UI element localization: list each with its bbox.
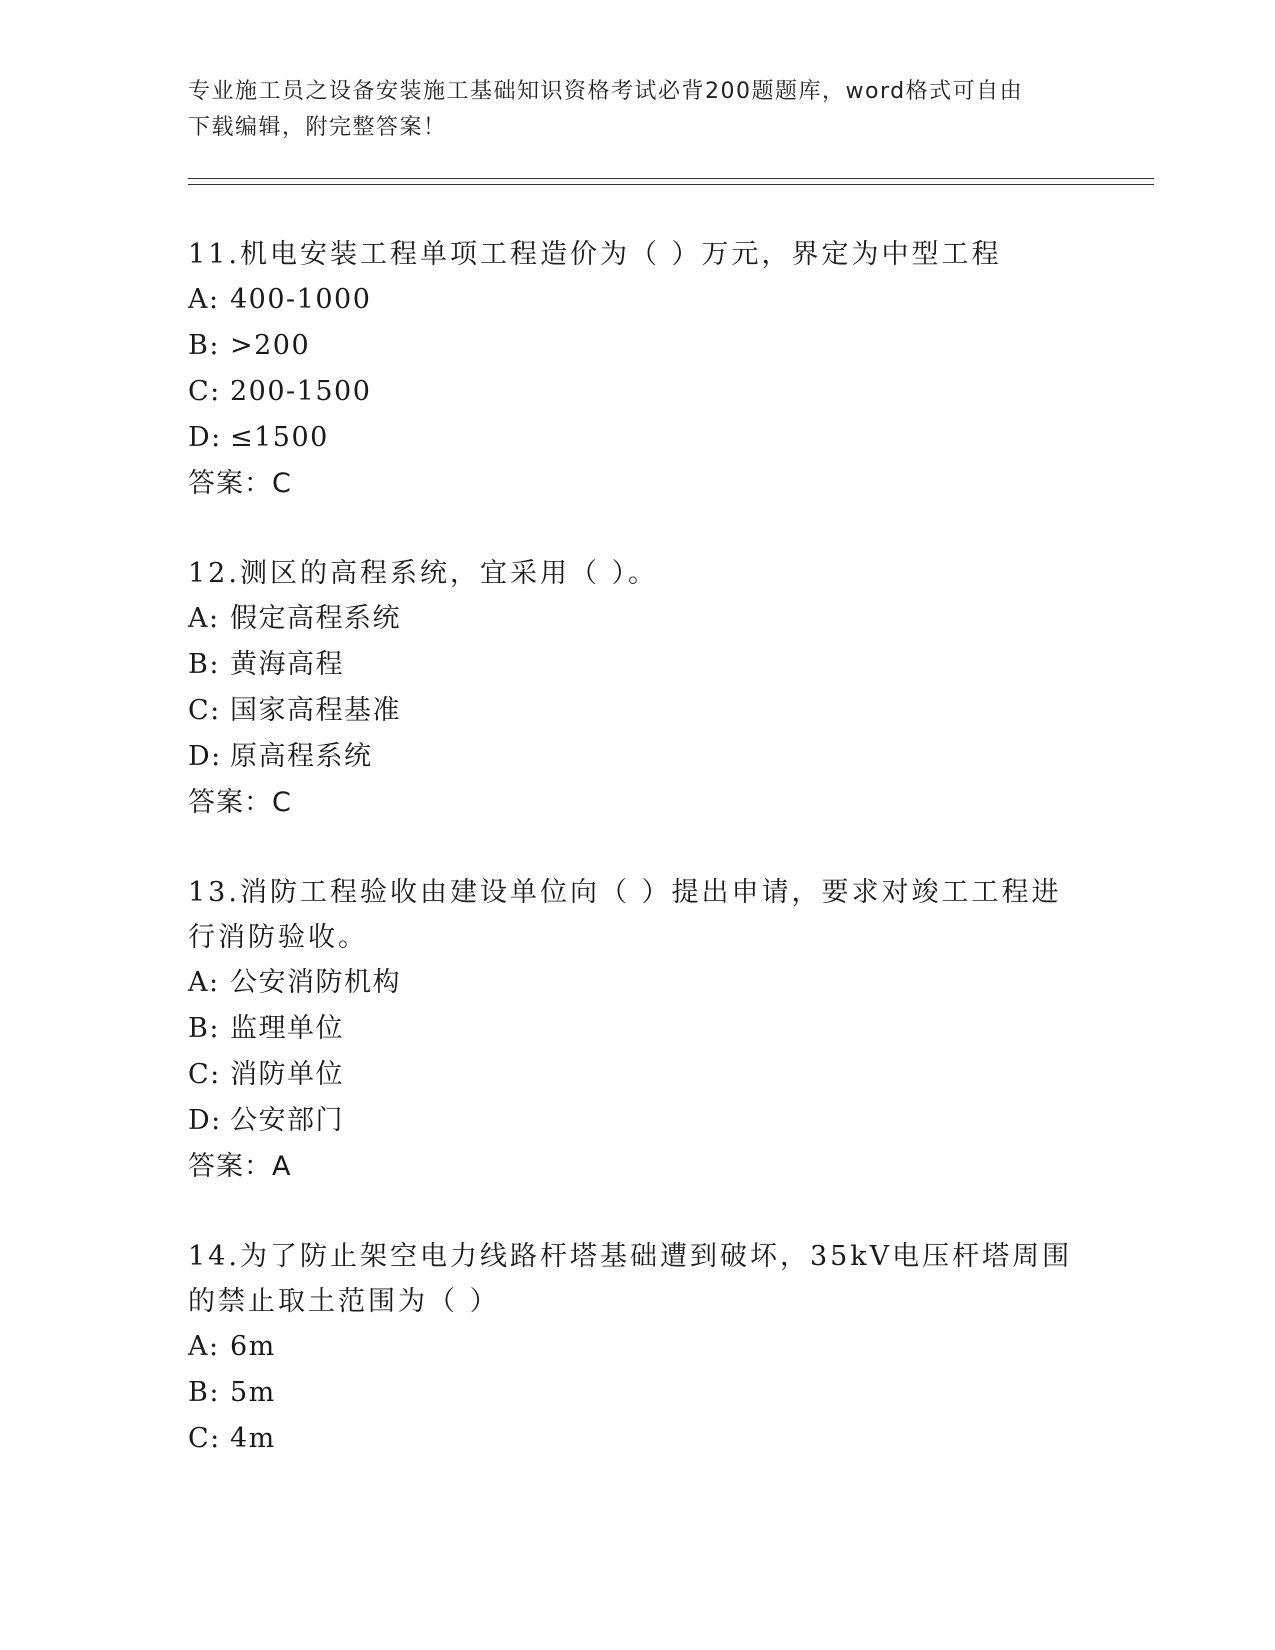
option-text: 公安部门 xyxy=(230,1105,344,1136)
option-key: B: xyxy=(188,1013,220,1044)
question-12 xyxy=(188,551,1088,826)
header-line-2: 下载编辑，附完整答案！ xyxy=(188,115,447,140)
option-key: D: xyxy=(188,741,222,772)
option-key: B: xyxy=(188,1377,220,1408)
option-c xyxy=(188,1052,1088,1098)
option-d xyxy=(188,1098,1088,1144)
option-key: A: xyxy=(188,1331,220,1362)
answer-line: 答案：A xyxy=(188,1151,292,1182)
option-text: 假定高程系统 xyxy=(230,603,401,634)
option-a xyxy=(188,1324,1088,1370)
option-text: 5m xyxy=(230,1377,276,1408)
question-stem: 12.测区的高程系统，宜采用（ ）。 xyxy=(188,558,659,589)
answer-line: 答案：C xyxy=(188,787,292,818)
header-line-1: 专业施工员之设备安装施工基础知识资格考试必背200题题库，word格式可自由 xyxy=(188,79,1024,104)
option-b xyxy=(188,1370,1088,1416)
question-11 xyxy=(188,232,1088,507)
option-key: B: xyxy=(188,330,220,361)
option-key: D: xyxy=(188,422,222,453)
option-text: >200 xyxy=(230,330,311,361)
option-key: D: xyxy=(188,1105,222,1136)
option-a xyxy=(188,277,1088,323)
option-key: C: xyxy=(188,376,221,407)
question-stem: 11.机电安装工程单项工程造价为（ ）万元，界定为中型工程 xyxy=(188,239,1002,270)
option-d xyxy=(188,415,1088,461)
option-text: 黄海高程 xyxy=(230,649,344,680)
option-text: 公安消防机构 xyxy=(230,967,401,998)
option-b xyxy=(188,642,1088,688)
option-key: A: xyxy=(188,284,220,315)
option-text: 消防单位 xyxy=(230,1059,344,1090)
question-13 xyxy=(188,870,1088,1190)
option-a xyxy=(188,960,1088,1006)
option-b xyxy=(188,323,1088,369)
document-header xyxy=(188,74,1078,146)
option-key: C: xyxy=(188,1059,221,1090)
header-divider-top xyxy=(188,178,1154,179)
question-stem: 13.消防工程验收由建设单位向（ ）提出申请，要求对竣工工程进行消防验收。 xyxy=(188,877,1062,953)
question-list xyxy=(188,232,1088,1462)
option-c xyxy=(188,369,1088,415)
option-key: B: xyxy=(188,649,220,680)
option-c xyxy=(188,1416,1088,1462)
option-key: C: xyxy=(188,695,221,726)
option-key: C: xyxy=(188,1423,221,1454)
answer-line: 答案：C xyxy=(188,468,292,499)
question-14 xyxy=(188,1234,1088,1462)
option-c xyxy=(188,688,1088,734)
option-b xyxy=(188,1006,1088,1052)
question-stem: 14.为了防止架空电力线路杆塔基础遭到破坏，35kV电压杆塔周围的禁止取土范围为（ ） xyxy=(188,1241,1073,1317)
option-text: 原高程系统 xyxy=(230,741,373,772)
option-key: A: xyxy=(188,603,220,634)
option-text: 200-1500 xyxy=(230,376,372,407)
header-divider-bottom xyxy=(188,184,1154,185)
option-text: 监理单位 xyxy=(230,1013,344,1044)
option-d xyxy=(188,734,1088,780)
option-a xyxy=(188,596,1088,642)
option-text: 国家高程基准 xyxy=(230,695,401,726)
option-text: 400-1000 xyxy=(230,284,372,315)
option-text: ≤1500 xyxy=(230,422,329,453)
option-key: A: xyxy=(188,967,220,998)
option-text: 6m xyxy=(230,1331,276,1362)
option-text: 4m xyxy=(230,1423,276,1454)
